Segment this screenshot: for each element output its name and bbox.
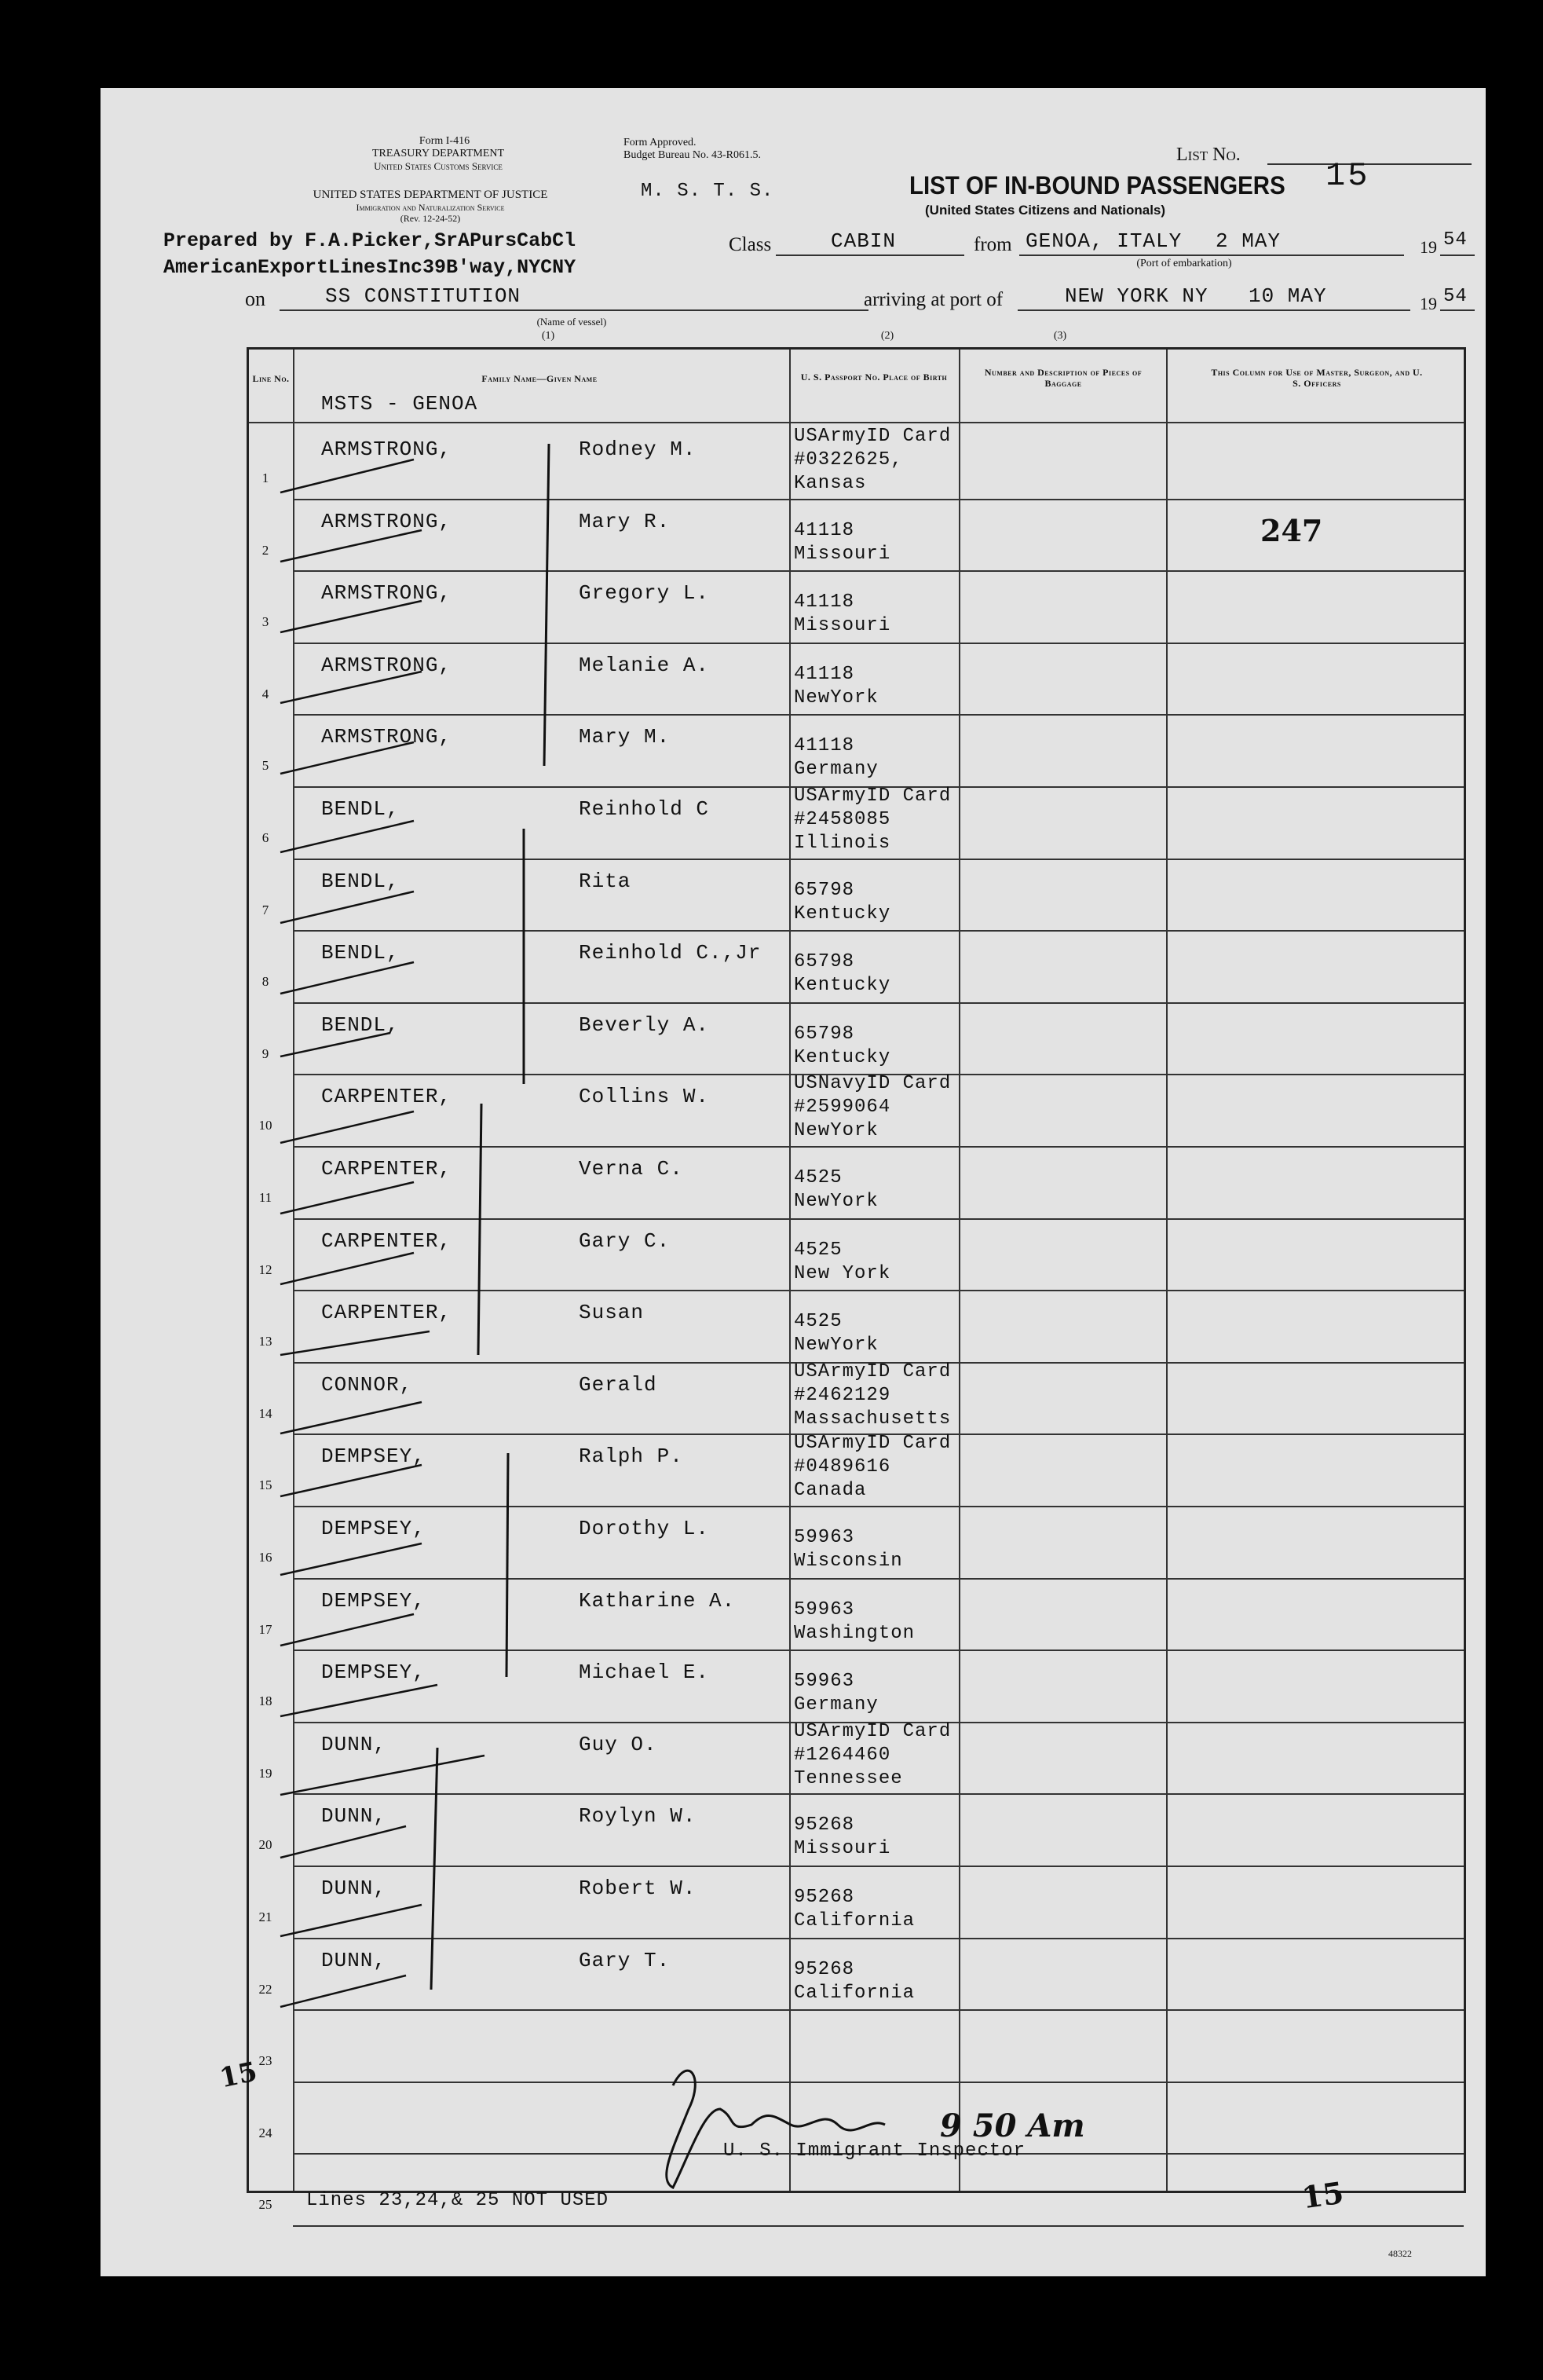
given-name: Katharine A.: [579, 1588, 736, 1613]
passport-line: USArmyID Card: [794, 1720, 952, 1742]
given-name: Collins W.: [579, 1085, 710, 1109]
passport-birthplace: [794, 1670, 879, 1717]
table-row: [249, 785, 1464, 860]
year-rule: [1440, 254, 1475, 256]
table-row: [249, 1148, 1464, 1220]
passport-line: 41118: [794, 591, 855, 613]
family-name: DEMPSEY,: [321, 1661, 426, 1685]
passport-line: 65798: [794, 879, 855, 901]
line-number: 4: [261, 686, 269, 701]
given-name: Rita: [579, 869, 631, 893]
passport-line: Washington: [794, 1622, 916, 1644]
table-row: [249, 644, 1464, 716]
year-prefix: 19: [1420, 237, 1437, 257]
passport-line: 95268: [794, 1814, 855, 1836]
passport-line: Kentucky: [794, 903, 891, 925]
passport-line: 65798: [794, 951, 855, 973]
passport-birthplace: [794, 519, 890, 566]
form-number: Form I-416: [419, 135, 470, 147]
family-name: DUNN,: [321, 1732, 387, 1756]
form-approved: Form Approved.: [623, 137, 697, 148]
family-name: CARPENTER,: [321, 1228, 452, 1253]
manifest-title: LIST OF IN-BOUND PASSENGERS: [909, 171, 1285, 200]
passport-line: NewYork: [794, 687, 879, 709]
vessel-rule: [280, 309, 868, 311]
from-rule: [1019, 254, 1404, 256]
passport-line: Germany: [794, 759, 879, 781]
given-name: Reinhold C.,Jr: [579, 941, 762, 965]
prepared-by-line2: AmericanExportLinesInc39B'way,NYCNY: [163, 256, 576, 279]
list-no-value: 15: [1325, 157, 1370, 195]
arriving-label: arriving at port of: [864, 289, 1004, 310]
family-name: ARMSTRONG,: [321, 653, 452, 677]
family-name: DUNN,: [321, 1804, 387, 1829]
from-port: GENOA, ITALY: [1026, 229, 1183, 253]
passport-line: USArmyID Card: [794, 426, 952, 447]
passport-line: Missouri: [794, 543, 891, 565]
passport-birthplace: [794, 1886, 915, 1933]
passport-line: Missouri: [794, 1838, 891, 1860]
table-row: [249, 572, 1464, 644]
passport-line: Kansas: [794, 473, 867, 494]
table-row: [249, 932, 1464, 1004]
line-number: 25: [258, 2197, 272, 2213]
table-row: [249, 428, 1464, 500]
arrival-year-prefix: 19: [1420, 294, 1437, 313]
passport-line: Tennessee: [794, 1767, 903, 1789]
inspector-caption: U. S. Immigrant Inspector: [723, 2140, 1026, 2162]
line-number: 6: [261, 830, 269, 845]
passport-line: California: [794, 1982, 916, 2004]
row-rule: [293, 2225, 1464, 2227]
passport-line: California: [794, 1910, 916, 1931]
passport-line: 4525: [794, 1167, 843, 1188]
manifest-page: [101, 88, 1486, 2276]
passport-line: USArmyID Card: [794, 785, 952, 807]
treasury-department: TREASURY DEPARTMENT: [371, 148, 505, 159]
family-name: DEMPSEY,: [321, 1588, 426, 1613]
msts-label: M. S. T. S.: [641, 181, 774, 202]
line-number: 14: [258, 1405, 272, 1421]
passport-line: NewYork: [794, 1335, 879, 1357]
given-name: Beverly A.: [579, 1012, 710, 1037]
header-baggage: Number and Description of Pieces of Baggage: [984, 367, 1143, 389]
passport-birthplace: [794, 1720, 951, 1791]
table-row: [249, 1507, 1464, 1580]
family-name: ARMSTRONG,: [321, 509, 452, 533]
line-number: 8: [261, 974, 269, 990]
given-name: Verna C.: [579, 1157, 683, 1181]
table-row: [249, 1075, 1464, 1148]
passport-line: New York: [794, 1262, 891, 1284]
line-number: 18: [258, 1693, 272, 1709]
passport-line: #2599064: [794, 1097, 891, 1119]
given-name: Michael E.: [579, 1661, 710, 1685]
line-number: 10: [258, 1118, 272, 1133]
given-name: Gary C.: [579, 1228, 671, 1253]
passport-birthplace: [794, 425, 951, 496]
passport-line: 65798: [794, 1023, 855, 1045]
passport-line: Massachusetts: [794, 1408, 952, 1430]
customs-service: United States Customs Service: [374, 160, 503, 172]
line-number: 1: [261, 471, 269, 485]
arrival-year-value: 54: [1443, 286, 1468, 307]
prepared-by-line1: Prepared by F.A.Picker,SrAPursCabCl: [163, 229, 576, 252]
passport-line: 59963: [794, 1527, 855, 1548]
passport-birthplace: [794, 663, 879, 710]
passport-line: USArmyID Card: [794, 1360, 952, 1382]
passport-birthplace: [794, 1072, 951, 1143]
table-row: [249, 2011, 1464, 2083]
passport-line: #0489616: [794, 1456, 891, 1478]
col2-number: (2): [880, 330, 894, 342]
passport-line: Wisconsin: [794, 1551, 903, 1572]
table-row: [249, 1004, 1464, 1076]
port-embarkation-caption: (Port of embarkation): [1136, 258, 1232, 269]
line-number: 24: [258, 2125, 272, 2140]
table-row: [249, 1651, 1464, 1723]
passport-birthplace: [794, 1526, 903, 1573]
given-name: Gary T.: [579, 1948, 671, 1972]
family-name: BENDL,: [321, 869, 400, 893]
class-value: CABIN: [831, 229, 897, 253]
header-line-no: Line No.: [252, 373, 290, 384]
class-rule: [776, 254, 964, 256]
passport-line: 95268: [794, 1887, 855, 1908]
family-name: ARMSTRONG,: [321, 438, 452, 461]
given-name: Reinhold C: [579, 797, 710, 821]
passport-line: #1264460: [794, 1744, 891, 1766]
line-number: 22: [258, 1981, 272, 1997]
passport-line: USArmyID Card: [794, 1433, 952, 1455]
inspector-time-note: 9 50 Am: [940, 2107, 1085, 2144]
table-row: [249, 860, 1464, 932]
passport-line: 95268: [794, 1958, 855, 1980]
given-name: Melanie A.: [579, 653, 710, 677]
given-name: Roylyn W.: [579, 1804, 697, 1829]
header-rule: [249, 422, 1464, 423]
family-name: DUNN,: [321, 1948, 387, 1972]
passport-line: Kentucky: [794, 1046, 891, 1068]
given-name: Gerald: [579, 1372, 657, 1397]
line-number: 3: [261, 614, 269, 630]
header-name: Family Name—Given Name: [481, 373, 598, 384]
ins-service: Immigration and Naturalization Service: [356, 202, 505, 213]
passport-line: NewYork: [794, 1120, 879, 1142]
on-label: on: [245, 287, 265, 310]
line-number: 5: [261, 758, 269, 774]
vessel-caption: (Name of vessel): [536, 316, 607, 328]
passport-birthplace: [794, 1958, 915, 2005]
table-row: [249, 1939, 1464, 2012]
passport-birthplace: [794, 1310, 879, 1357]
passport-line: NewYork: [794, 1191, 879, 1212]
passport-birthplace: [794, 591, 890, 638]
year-value: 54: [1443, 229, 1468, 251]
col1-number: (1): [541, 330, 555, 342]
line-number: 9: [261, 1045, 269, 1061]
family-name: BENDL,: [321, 797, 400, 821]
given-name: Gregory L.: [579, 581, 710, 606]
family-name: CONNOR,: [321, 1372, 413, 1397]
line-number: 19: [258, 1765, 272, 1781]
passport-birthplace: [794, 950, 890, 998]
passport-line: USNavyID Card: [794, 1073, 952, 1095]
table-row: [249, 1580, 1464, 1652]
table-row: [249, 1720, 1464, 1796]
group-label: MSTS - GENOA: [321, 392, 478, 416]
list-no-label: List No.: [1176, 145, 1241, 165]
manifest-subtitle: (United States Citizens and Nationals): [925, 203, 1166, 218]
passport-line: 41118: [794, 663, 855, 685]
passport-line: #2458085: [794, 809, 891, 830]
family-name: DEMPSEY,: [321, 1444, 426, 1469]
passport-line: #0322625,: [794, 449, 903, 471]
line-number: 16: [258, 1550, 272, 1565]
line-number: 13: [258, 1334, 272, 1349]
family-name: BENDL,: [321, 941, 400, 965]
passport-birthplace: [794, 1023, 890, 1070]
from-date: 2 MAY: [1216, 229, 1282, 253]
passport-line: Missouri: [794, 615, 891, 637]
table-row: [249, 1291, 1464, 1364]
passport-line: #2462129: [794, 1384, 891, 1406]
passport-line: Illinois: [794, 833, 891, 854]
given-name: Guy O.: [579, 1732, 657, 1756]
line-number: 2: [261, 542, 269, 558]
passport-line: 41118: [794, 519, 855, 541]
table-row: [249, 1360, 1464, 1436]
line-number: 23: [258, 2053, 272, 2069]
line-number: 20: [258, 1837, 272, 1853]
passport-birthplace: [794, 879, 890, 926]
revision-date: (Rev. 12-24-52): [400, 213, 461, 224]
passport-line: 41118: [794, 735, 855, 757]
passport-birthplace: [794, 734, 879, 782]
family-name: CARPENTER,: [321, 1085, 452, 1109]
margin-page-number: 15: [217, 2056, 260, 2095]
passport-line: Kentucky: [794, 975, 891, 997]
class-label: Class: [729, 234, 772, 255]
passport-line: 59963: [794, 1671, 855, 1693]
table-row: [249, 1435, 1464, 1507]
given-name: Mary R.: [579, 509, 671, 533]
passport-line: 59963: [794, 1598, 855, 1620]
family-name: ARMSTRONG,: [321, 581, 452, 606]
passport-line: Germany: [794, 1694, 879, 1716]
col3-number: (3): [1053, 330, 1067, 342]
justice-department: UNITED STATES DEPARTMENT OF JUSTICE: [313, 189, 548, 201]
passport-line: 4525: [794, 1311, 843, 1333]
passport-birthplace: [794, 785, 951, 855]
table-row: [249, 1867, 1464, 1939]
arrival-port: NEW YORK NY: [1065, 284, 1208, 308]
family-name: ARMSTRONG,: [321, 725, 452, 749]
line-number: 12: [258, 1261, 272, 1277]
officer-note: 247: [1260, 513, 1323, 548]
not-used-note: Lines 23,24,& 25 NOT USED: [306, 2190, 609, 2211]
table-row: [249, 1220, 1464, 1292]
family-name: DEMPSEY,: [321, 1517, 426, 1540]
given-name: Mary M.: [579, 725, 671, 749]
arrival-year-rule: [1440, 309, 1475, 311]
from-label: from: [974, 234, 1012, 255]
corner-page-number: 15: [1300, 2174, 1346, 2216]
passport-birthplace: [794, 1166, 879, 1214]
passport-birthplace: [794, 1239, 890, 1286]
passport-birthplace: [794, 1360, 951, 1431]
table-row: [249, 1795, 1464, 1867]
header-officers: This Column for Use of Master, Surgeon, and U. S. Officers: [1211, 367, 1423, 389]
passport-line: Canada: [794, 1480, 867, 1502]
given-name: Dorothy L.: [579, 1517, 710, 1540]
budget-bureau: Budget Bureau No. 43-R061.5.: [623, 149, 761, 161]
given-name: Susan: [579, 1301, 645, 1325]
given-name: Ralph P.: [579, 1444, 683, 1469]
form-code: 48322: [1388, 2248, 1412, 2259]
header-passport: U. S. Passport No. Place of Birth: [800, 372, 948, 383]
arrival-date: 10 MAY: [1249, 284, 1327, 308]
passport-birthplace: [794, 1432, 951, 1503]
line-number: 11: [258, 1190, 272, 1205]
line-number: 17: [258, 1621, 272, 1637]
family-name: CARPENTER,: [321, 1301, 452, 1325]
passport-line: 4525: [794, 1239, 843, 1261]
given-name: Rodney M.: [579, 438, 697, 461]
family-name: BENDL,: [321, 1012, 400, 1037]
line-number: 7: [261, 902, 269, 917]
passport-birthplace: [794, 1598, 915, 1646]
passport-birthplace: [794, 1814, 890, 1861]
arriving-rule: [1018, 309, 1410, 311]
table-row: [249, 716, 1464, 788]
line-number: 15: [258, 1477, 272, 1493]
line-number: 21: [258, 1909, 272, 1924]
given-name: Robert W.: [579, 1877, 697, 1900]
vessel-name: SS CONSTITUTION: [325, 284, 521, 308]
family-name: CARPENTER,: [321, 1157, 452, 1181]
family-name: DUNN,: [321, 1877, 387, 1900]
